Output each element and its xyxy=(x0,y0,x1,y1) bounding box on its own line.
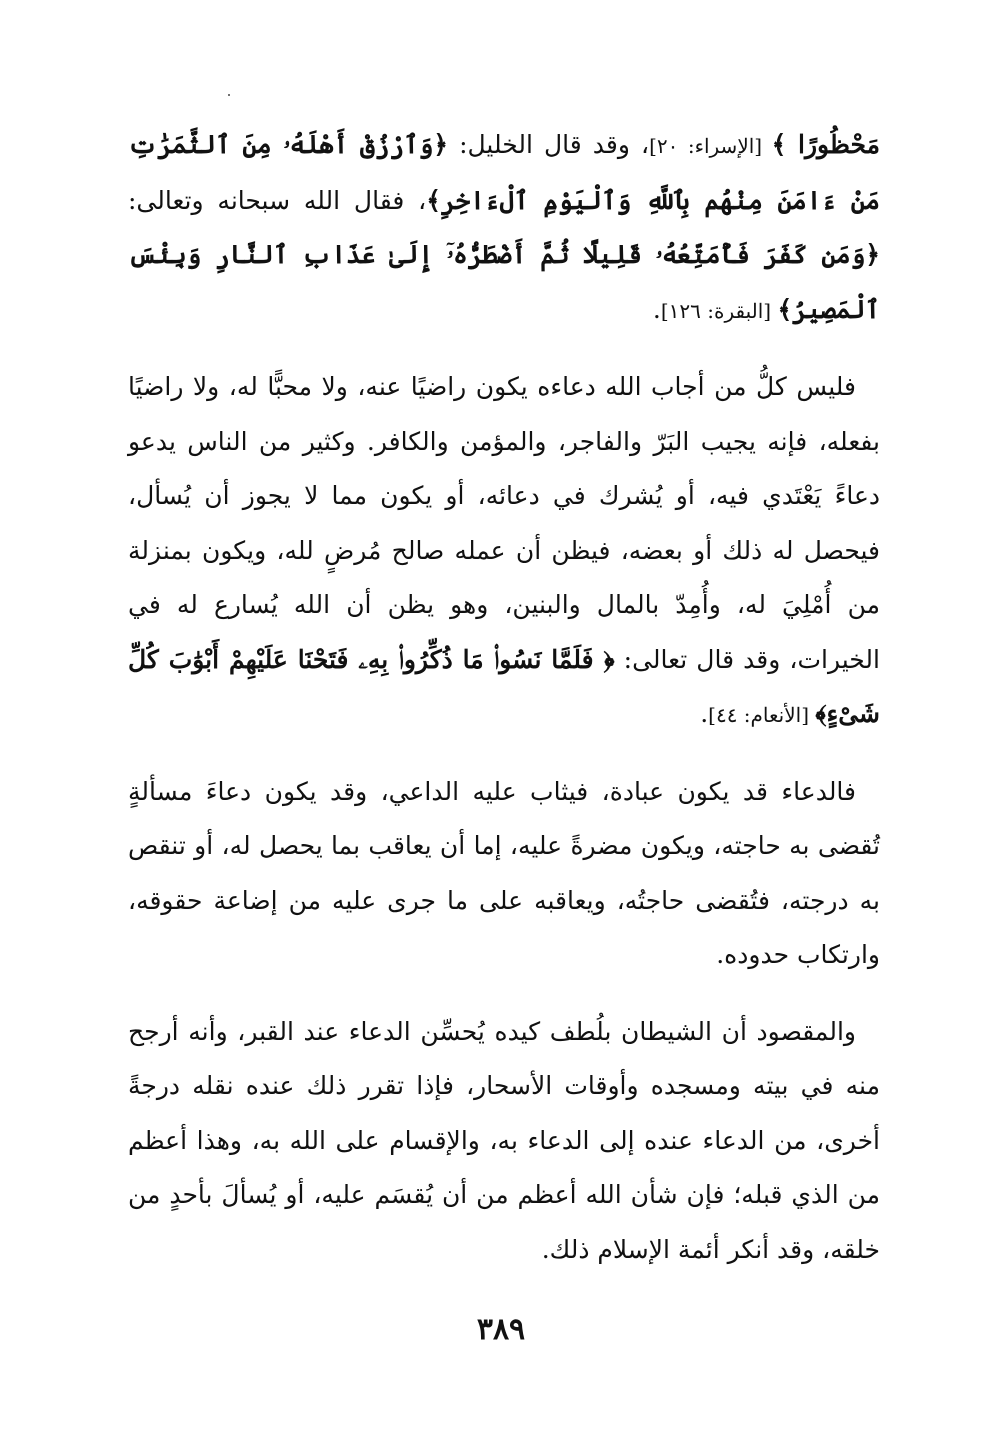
paragraph-4 xyxy=(128,1005,880,1278)
page-body xyxy=(128,118,880,1277)
verse-reference: [البقرة: ١٢٦] xyxy=(660,298,778,323)
verse-reference: [الإسراء: ٢٠] xyxy=(649,134,772,158)
page-number: ٣٨٩ xyxy=(476,1312,526,1347)
paragraph-2 xyxy=(128,360,880,743)
body-text: فالدعاء قد يكون عبادة، فيثاب عليه الداعي، وقد يكون دعاءَ مسألةٍ تُقضى به حاجته، ويكون مضرةً عليه، إما أن يعاقب بما يحصل له، أو تنقص به درجته، فتُقضى حاجتُه، ويعاقبه على ما جرى عليه من إضاعة حقوقه، وارتكاب حدوده. xyxy=(128,776,880,969)
quran-verse: ﴿وَمَن كَفَرَ فَأُمَتِّعُهُۥ قَلِيلًا ثُمَّ أَضْطَرُّهُۥٓ إِلَىٰ عَذَابِ ٱلنَّارِ وَبِئْسَ ٱلْمَصِيرُ﴾ xyxy=(128,240,880,324)
paragraph-1 xyxy=(128,118,880,338)
body-text: . xyxy=(652,294,661,324)
body-text: والمقصود أن الشيطان بلُطف كيده يُحسِّن الدعاء عند القبر، وأنه أرجح منه في بيته ومسجده وأوقات الأسحار، فإذا تقرر ذلك عنده نقله درجةً أخرى، من الدعاء عنده إلى الدعاء به، والإقسام على الله به، وهذا أعظم من الذي قبله؛ فإن شأن الله أعظم من أن يُقسَم عليه، أو يُسألَ بأحدٍ من خلقه، وقد أنكر أئمة الإسلام ذلك. xyxy=(128,1016,880,1264)
speck xyxy=(228,94,230,96)
quran-verse: مَحْظُورًا ﴾ xyxy=(771,130,880,159)
body-text: ، وقد قال الخليل: xyxy=(448,130,650,159)
quran-verse: ﴿وَٱرْزُقْ أَهْلَهُۥ مِنَ ٱلثَّمَرَٰتِ مَنْ ءَامَنَ مِنْهُم بِٱللَّهِ وَٱلْيَوْمِ ٱلْءَاخِرِ﴾ xyxy=(128,130,880,215)
body-text: . xyxy=(700,699,709,728)
paragraph-3 xyxy=(128,765,880,983)
verse-reference: [الأنعام: ٤٤] xyxy=(708,703,816,727)
body-text: ، فقال الله سبحانه وتعالى: xyxy=(128,185,427,215)
quran-verse: ﴿ فَلَمَّا نَسُوا۟ مَا ذُكِّرُوا۟ بِهِۦ فَتَحْنَا عَلَيْهِمْ أَبْوَٰبَ كُلِّ شَىْءٍ﴾ xyxy=(128,644,880,728)
body-text: فليس كلُّ من أجاب الله دعاءه يكون راضيًا عنه، ولا محبًّا له، ولا راضيًا بفعله، فإنه يجيب البَرّ والفاجر، والمؤمن والكافر. وكثير من الناس يدعو دعاءً يَعْتَدي فيه، أو يُشرك في دعائه، أو يكون مما لا يجوز أن يُسأل، فيحصل له ذلك أو بعضه، فيظن أن عمله صالح مُرضٍ لله، ويكون بمنزلة من أُمْلِيَ له، وأُمِدّ بالمال والبنين، وهو يظن أن الله يُسارع له في الخيرات، وقد قال تعالى: xyxy=(128,372,880,674)
